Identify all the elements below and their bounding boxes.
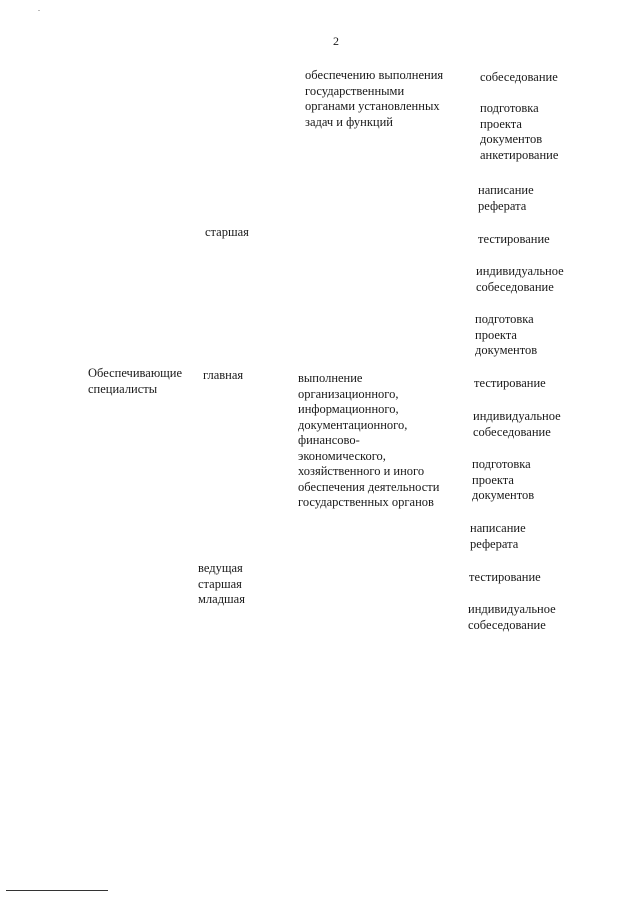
function-line: государственных органов (298, 495, 434, 509)
method-line: подготовка (475, 312, 534, 326)
method-item (469, 570, 541, 586)
method-line: реферата (478, 198, 527, 213)
function-line: финансово- (298, 433, 360, 447)
function-line: экономического, (298, 448, 386, 463)
method-line: проекта (472, 472, 514, 487)
function-line: обеспечения деятельности (298, 479, 440, 494)
function-text-top (305, 68, 443, 130)
method-line: написание (470, 521, 526, 535)
footnote-rule (6, 890, 108, 891)
method-item (475, 312, 537, 359)
method-line: тестирование (469, 570, 541, 584)
method-line: реферата (470, 536, 519, 551)
function-line: организационного, (298, 386, 399, 401)
group-line: ведущая (198, 561, 243, 575)
method-item (478, 232, 550, 248)
scan-mark (38, 10, 40, 11)
category-line: Обеспечивающие (88, 366, 183, 380)
group-chief: главная (203, 368, 244, 382)
method-line: собеседование (473, 424, 551, 439)
function-line: задач и функций (305, 114, 393, 129)
function-text-middle (298, 371, 439, 511)
method-item (480, 70, 558, 86)
group-senior: старшая (205, 225, 249, 239)
page-number: 2 (333, 34, 339, 48)
function-line: органами установленных (305, 99, 440, 113)
method-item (468, 602, 556, 633)
function-line: документационного, (298, 417, 408, 432)
method-item (478, 183, 534, 214)
method-item (474, 376, 546, 392)
function-line: выполнение (298, 371, 363, 385)
method-line: документов (475, 343, 538, 357)
category-line: специалисты (88, 381, 158, 396)
method-line: собеседование (480, 70, 558, 84)
method-item (472, 457, 534, 504)
method-item (473, 409, 561, 440)
function-line: государственными (305, 83, 405, 98)
method-item (470, 521, 526, 552)
function-line: хозяйственного и иного (298, 464, 425, 478)
method-line: тестирование (478, 232, 550, 246)
group-lower (198, 561, 245, 608)
method-item (480, 101, 558, 163)
method-line: собеседование (468, 617, 546, 632)
method-line: индивидуальное (468, 602, 556, 616)
category-label (88, 366, 182, 397)
function-line: обеспечению выполнения (305, 68, 444, 82)
method-item (476, 264, 564, 295)
method-line: тестирование (474, 376, 546, 390)
group-line: младшая (198, 592, 245, 606)
method-line: анкетирование (480, 147, 559, 162)
function-line: информационного, (298, 402, 399, 416)
method-line: проекта (480, 116, 522, 131)
method-line: индивидуальное (476, 264, 564, 278)
method-line: проекта (475, 327, 517, 342)
method-line: документов (480, 132, 543, 146)
method-line: документов (472, 488, 535, 502)
method-line: подготовка (480, 101, 539, 115)
method-line: собеседование (476, 279, 554, 294)
method-line: индивидуальное (473, 409, 561, 423)
method-line: подготовка (472, 457, 531, 471)
group-line: старшая (198, 576, 242, 591)
method-line: написание (478, 183, 534, 197)
